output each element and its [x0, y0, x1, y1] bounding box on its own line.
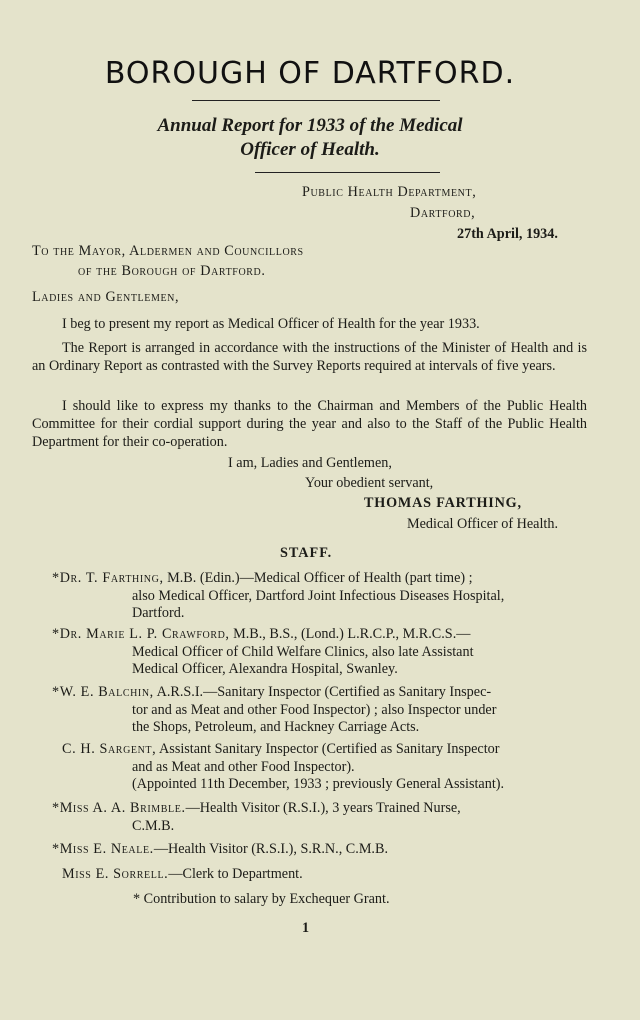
staff-name: *Dr. Marie L. P. Crawford, [52, 626, 230, 642]
address-town: Dartford, [410, 205, 476, 221]
signature-name: THOMAS FARTHING, [364, 495, 522, 511]
staff-entry-balchin: *W. E. Balchin, A.R.S.I.—Sanitary Inspector (Certified as Sanitary Inspec- tor and as Meat and other Food Inspector) ; also Inspector under the Shops, Petroleum, and Hackney Carriage Acts. [52, 684, 497, 735]
divider-bottom [255, 172, 440, 173]
staff-heading: STAFF. [280, 545, 333, 561]
staff-entry-sorrell: Miss E. Sorrell.—Clerk to Department. [62, 866, 303, 882]
divider-top [192, 100, 440, 101]
page-number: 1 [302, 920, 310, 936]
address-department: Public Health Department, [302, 184, 477, 200]
staff-name: *Dr. T. Farthing, [52, 570, 164, 586]
staff-name: *W. E. Balchin, [52, 684, 154, 700]
paragraph-3: I should like to express my thanks to the Chairman and Members of the Public Health Committee for their cordial support during the year and also to the Staff of the Public Health Department for their co-operation. [32, 398, 587, 450]
report-title [60, 114, 560, 162]
staff-name: Miss E. Sorrell. [62, 866, 169, 882]
footnote: * Contribution to salary by Exchequer Grant. [133, 891, 390, 907]
staff-name: *Miss A. A. Brimble. [52, 800, 186, 816]
borough-heading: BOROUGH OF DARTFORD. [104, 56, 516, 91]
report-title-line-1: Annual Report for 1933 of the Medical [157, 115, 463, 136]
staff-entry-farthing: *Dr. T. Farthing, M.B. (Edin.)—Medical Officer of Health (part time) ; also Medical Officer, Dartford Joint Infectious Diseases Hospital, Dartford. [52, 570, 505, 621]
staff-entry-sargent: C. H. Sargent, Assistant Sanitary Inspector (Certified as Sanitary Inspector and as Meat and other Food Inspector). (Appointed 11th December, 1933 ; previously General Assistant). [62, 741, 505, 792]
staff-entry-neale: *Miss E. Neale.—Health Visitor (R.S.I.), S.R.N., C.M.B. [52, 841, 388, 857]
closing-line-2: Your obedient servant, [305, 475, 434, 491]
staff-entry-crawford: *Dr. Marie L. P. Crawford, M.B., B.S., (Lond.) L.R.C.P., M.R.C.S.— Medical Officer of Child Welfare Clinics, also late Assistant Medical Officer, Alexandra Hospital, Swanley. [52, 626, 474, 677]
paragraph-2: The Report is arranged in accordance with the instructions of the Minister of Health and is an Ordinary Report as contrasted with the Survey Reports required at intervals of five years. [32, 340, 587, 374]
closing-line-1: I am, Ladies and Gentlemen, [228, 455, 392, 471]
signature-title: Medical Officer of Health. [407, 516, 559, 532]
report-title-line-2: Officer of Health. [240, 139, 380, 160]
address-date: 27th April, 1934. [457, 226, 558, 242]
staff-entry-brimble: *Miss A. A. Brimble.—Health Visitor (R.S.I.), 3 years Trained Nurse, C.M.B. [52, 800, 461, 834]
recipient-line-2: of the Borough of Dartford. [78, 263, 266, 279]
staff-name: *Miss E. Neale. [52, 841, 154, 857]
salutation: Ladies and Gentlemen, [32, 289, 180, 305]
staff-name: C. H. Sargent, [62, 741, 157, 757]
paragraph-1: I beg to present my report as Medical Officer of Health for the year 1933. [62, 316, 480, 332]
recipient-line-1: To the Mayor, Aldermen and Councillors [32, 243, 304, 259]
